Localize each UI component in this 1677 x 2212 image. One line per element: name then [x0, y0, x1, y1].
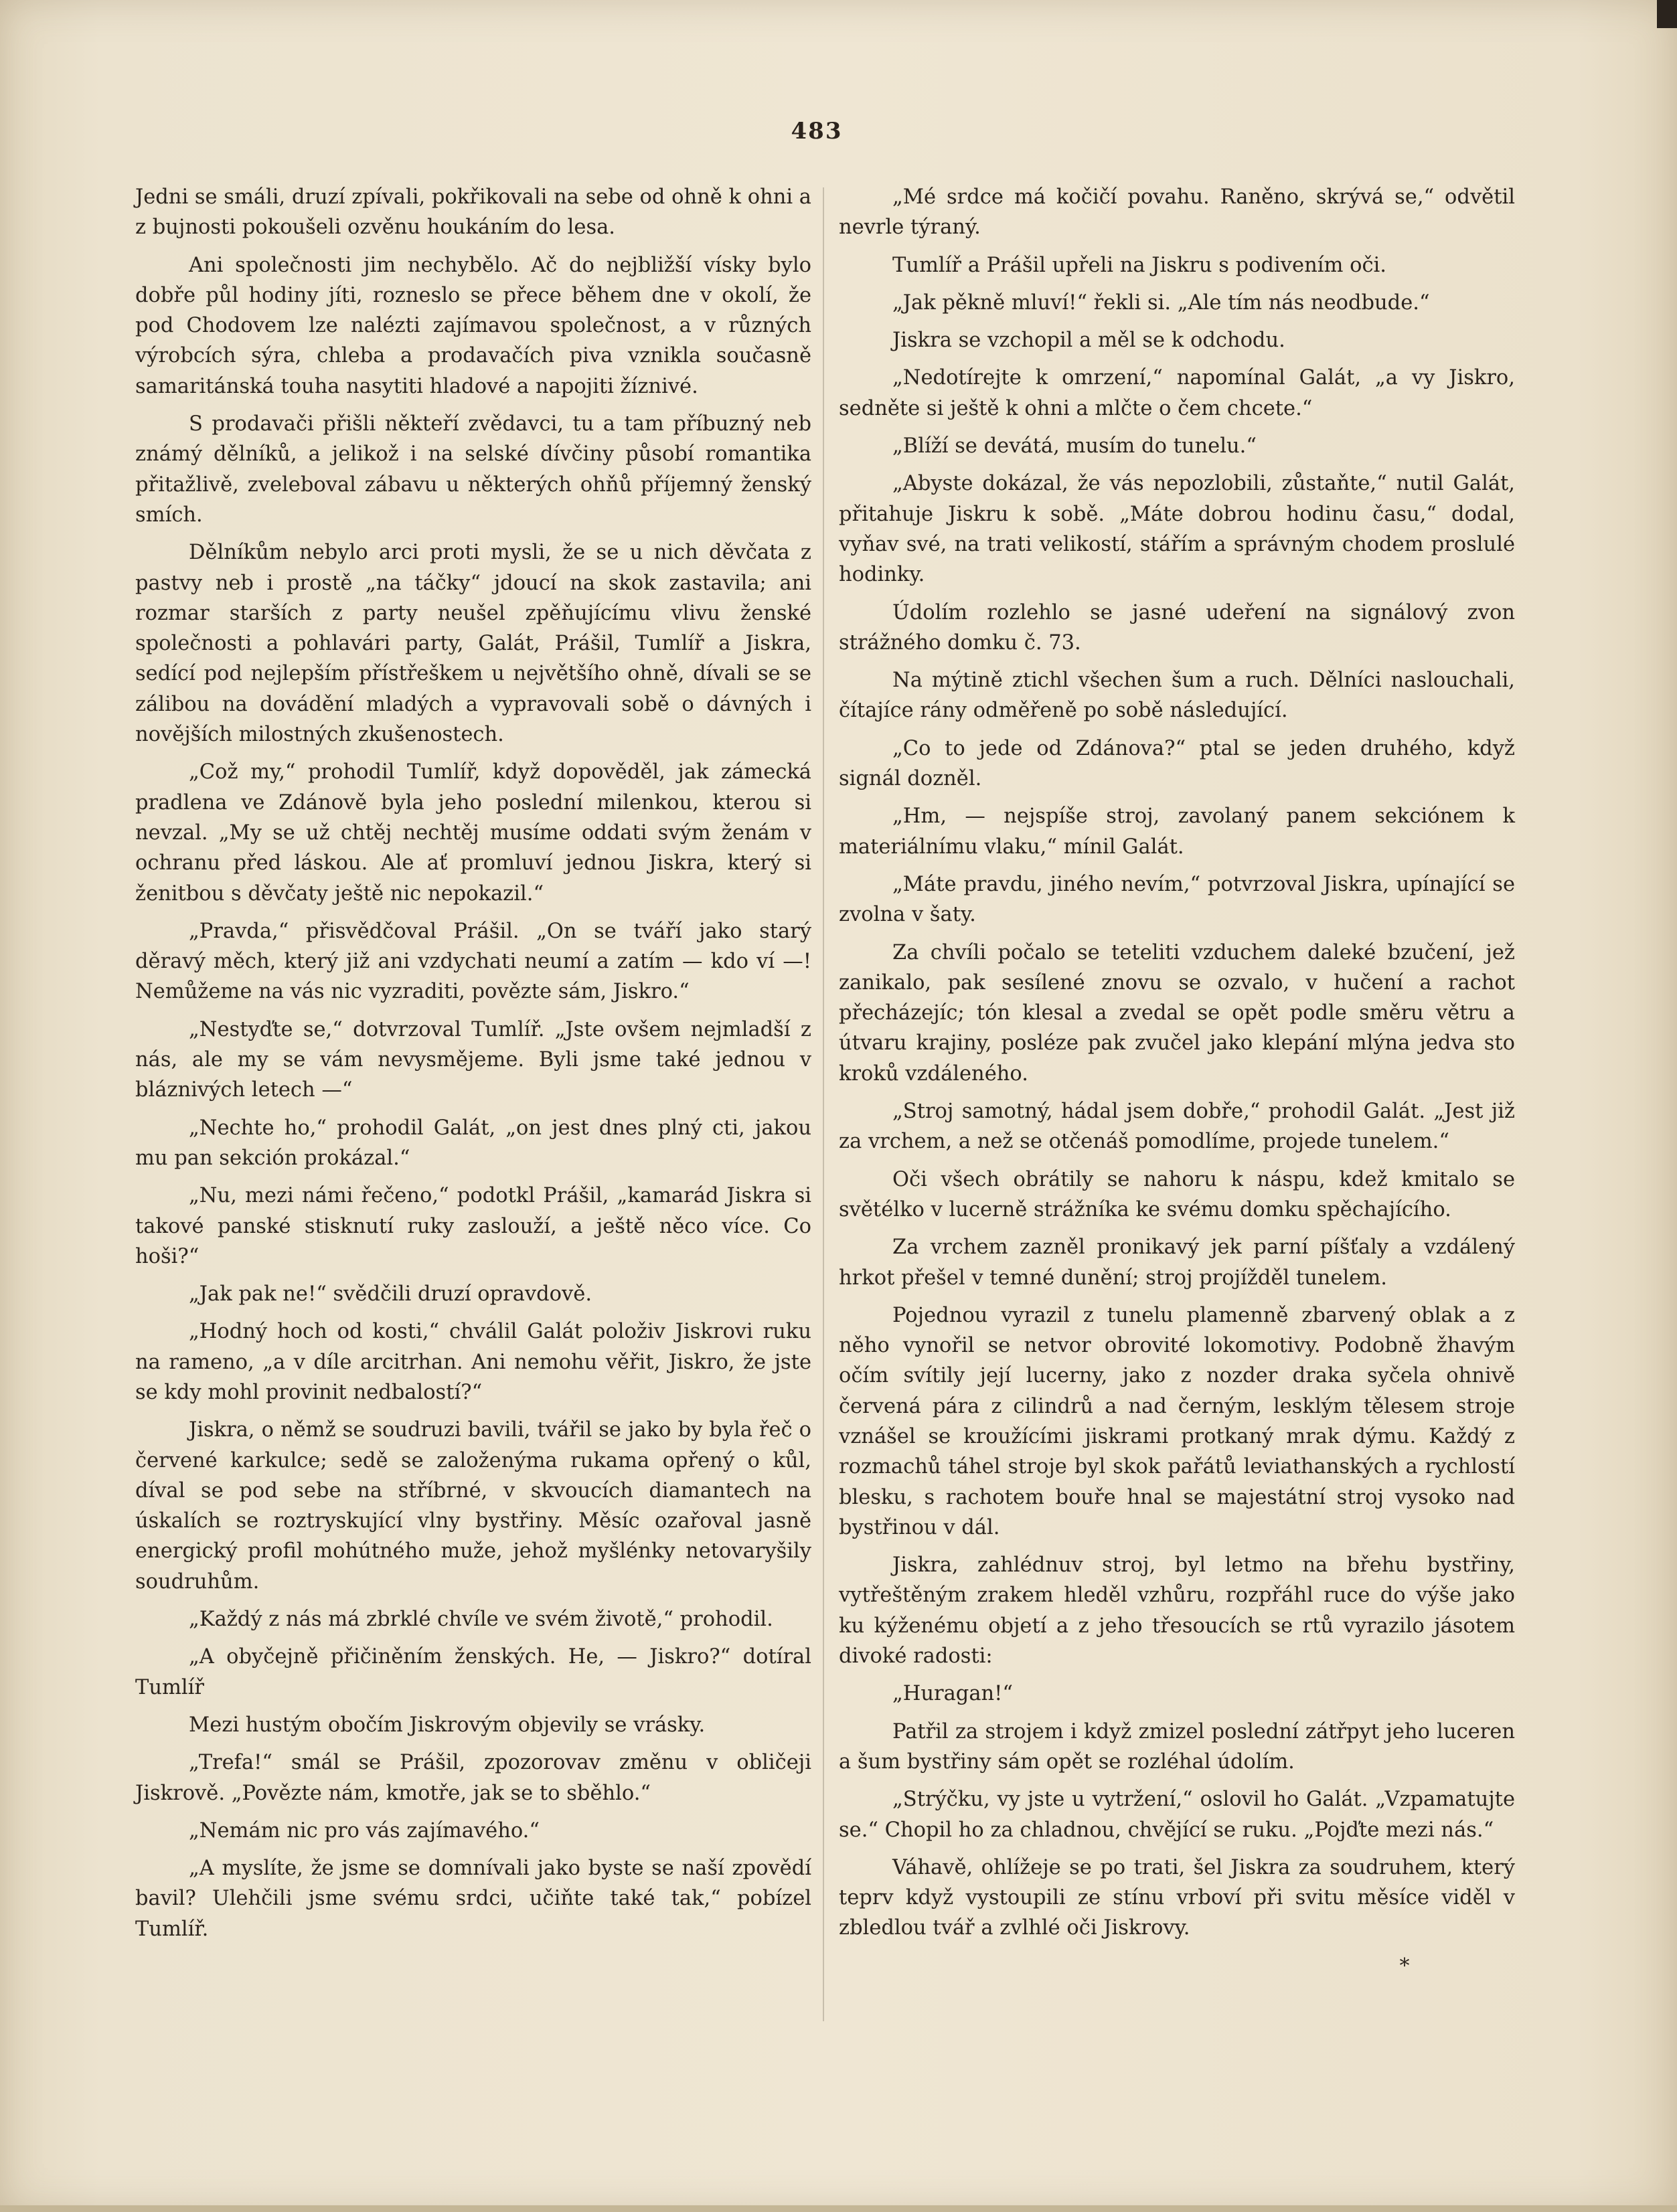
paragraph: „Trefa!“ smál se Prášil, zpozorovav změnu v obličeji Jiskrově. „Povězte nám, kmotře, jak se to sběhlo.“ — [135, 1751, 811, 1805]
paragraph: Za chvíli počalo se teteliti vzduchem daleké bzučení, jež zanikalo, pak sesílené znovu se ozvalo, v hučení a rachot přecházejíc; tón klesal a zvedal se opět podle směru větru a útvaru krajiny, posléze pak zvučel jako klepání mlýna jedva sto kroků vzdáleného. — [839, 940, 1515, 1086]
paragraph: „Pravda,“ přisvědčoval Prášil. „On se tváří jako starý děravý měch, který již ani vzdychati neumí a zatím — kdo ví —! Nemůžeme na vás nic vyzraditi, povězte sám, Jiskro.“ — [135, 919, 811, 1004]
paragraph: „Co to jede od Zdánova?“ ptal se jeden druhého, když signál dozněl. — [839, 736, 1515, 791]
paragraph: „Mé srdce má kočičí povahu. Raněno, skrývá se,“ odvětil nevrle týraný. — [839, 185, 1515, 240]
paragraph: Patřil za strojem i když zmizel poslední zátřpyt jeho luceren a šum bystřiny sám opět se rozléhal údolím. — [839, 1719, 1515, 1774]
right-column — [839, 182, 1515, 1981]
paragraph: „A obyčejně přičiněním ženských. He, — Jiskro?“ dotíral Tumlíř — [135, 1645, 811, 1699]
paragraph: Jiskra, o němž se soudruzi bavili, tvářil se jako by byla řeč o červené karkulce; sedě se založenýma rukama opřený o kůl, díval se pod sebe na stříbrné, v skvoucích diamantech na úskalích se roztryskující vlny bystřiny. Měsíc ozařoval jasně energický profil mohútného muže, jehož myšlénky netovaryšily soudruhům. — [135, 1418, 811, 1594]
paragraph: „Huragan!“ — [892, 1682, 1014, 1706]
paragraph: „A myslíte, že jsme se domnívali jako byste se naší zpovědí bavil? Ulehčili jsme svému srdci, učiňte také tak,“ pobízel Tumlíř. — [135, 1857, 811, 1941]
left-column — [135, 182, 811, 1952]
paragraph: Jiskra se vzchopil a měl se k odchodu. — [892, 329, 1285, 353]
paragraph: Jiskra, zahlédnuv stroj, byl letmo na břehu bystřiny, vytřeštěným zrakem hleděl vzhůru, rozpřáhl ruce do výše jako ku kýženému objetí a z jeho třesoucích se rtů vyrazilo jásotem divoké radosti: — [839, 1553, 1515, 1669]
scan-bottom-strip — [0, 2205, 1677, 2212]
column-divider — [823, 187, 824, 2021]
paragraph: Váhavě, ohlížeje se po trati, šel Jiskra za soudruhem, který teprv když vystoupili ze stínu vrboví při svitu měsíce viděl v zbledlou tvář a zvlhlé oči Jiskrovy. — [839, 1855, 1515, 1940]
paragraph: „Což my,“ prohodil Tumlíř, když dopověděl, jak zámecká pradlena ve Zdánově byla jeho poslední milenkou, kterou si nevzal. „My se už chtěj nechtěj musíme oddati svým ženám v ochranu před láskou. Ale ať promluví jednou Jiskra, který si ženitbou s děvčaty ještě nic nepokazil.“ — [135, 760, 811, 906]
paragraph: „Nestyďte se,“ dotvrzoval Tumlíř. „Jste ovšem nejmladší z nás, ale my se vám nevysmějeme. Byli jsme také jednou v bláznivých letech —“ — [135, 1017, 811, 1102]
paragraph: „Máte pravdu, jiného nevím,“ potvrzoval Jiskra, upínající se zvolna v šaty. — [839, 872, 1515, 927]
paragraph: Ani společnosti jim nechybělo. Ač do nejbližší vísky bylo dobře půl hodiny jíti, rozneslo se přece během dne v okolí, že pod Chodovem lze nalézti zajímavou společnost, a v různých výrobcích sýra, chleba a prodavačích piva vznikla současně samaritánská touha nasytiti hladové a napojiti žíznivé. — [135, 253, 811, 398]
paragraph: Na mýtině ztichl všechen šum a ruch. Dělníci naslouchali, čítajíce rány odměřeně po sobě následující. — [839, 669, 1515, 723]
paragraph: S prodavači přišli někteří zvědavci, tu a tam příbuzný neb známý dělníků, a jelikož i na selské dívčiny působí romantika přitažlivě, zveleboval zábavu u některých ohňů příjemný ženský smích. — [135, 412, 811, 527]
paragraph: „Hodný hoch od kosti,“ chválil Galát položiv Jiskrovi ruku na rameno, „a v díle arcitrhan. Ani nemohu věřit, Jiskro, že jste se kdy mohl provinit nedbalostí?“ — [135, 1320, 811, 1404]
paragraph: „Strýčku, vy jste u vytržení,“ oslovil ho Galát. „Vzpamatujte se.“ Chopil ho za chladnou, chvějící se ruku. „Pojďte mezi nás.“ — [839, 1788, 1515, 1842]
paragraph: Pojednou vyrazil z tunelu plamenně zbarvený oblak a z něho vynořil se netvor obrovité lokomotivy. Podobně žhavým očím svítily její lucerny, jako z nozder draka syčela ohnivě červená pára z cilindrů a nad černým, lesklým tělesem stroje vznášel se kroužícími jiskrami protkaný mrak dýmu. Každý z rozmachů táhel stroje byl skok pařátů leviathanských a rychlostí blesku, s rachotem bouře hnal se majestátní stroj vysoko nad bystřinou v dál. — [839, 1303, 1515, 1539]
paragraph: „Jak pak ne!“ svědčili druzí opravdově. — [189, 1282, 592, 1306]
paragraph: Údolím rozlehlo se jasné udeření na signálový zvon strážného domku č. 73. — [839, 600, 1515, 655]
paragraph: Tumlíř a Prášil upřeli na Jiskru s podivením oči. — [892, 253, 1386, 277]
section-end-asterisk: * — [1399, 1954, 1410, 1978]
page-number: 483 — [791, 118, 843, 145]
paragraph: „Nechte ho,“ prohodil Galát, „on jest dnes plný cti, jakou mu pan sekción prokázal.“ — [135, 1116, 811, 1170]
paragraph: „Nedotírejte k omrzení,“ napomínal Galát, „a vy Jiskro, sedněte si ještě k ohni a mlčte o čem chcete.“ — [839, 366, 1515, 420]
paragraph: „Stroj samotný, hádal jsem dobře,“ prohodil Galát. „Jest již za vrchem, a než se otčenáš pomodlíme, projede tunelem.“ — [839, 1100, 1515, 1154]
paragraph: „Abyste dokázal, že vás nepozlobili, zůstaňte,“ nutil Galát, přitahuje Jiskru k sobě. „Máte dobrou hodinu času,“ dodal, vyňav své, na trati velikostí, stářím a správným chodem proslulé hodinky. — [839, 472, 1515, 587]
paragraph: „Hm, — nejspíše stroj, zavolaný panem sekciónem k materiálnímu vlaku,“ mínil Galát. — [839, 804, 1515, 859]
paragraph: „Nu, mezi námi řečeno,“ podotkl Prášil, „kamarád Jiskra si takové panské stisknutí ruky zaslouží, a ještě něco více. Co hoši?“ — [135, 1184, 811, 1268]
paragraph: „Nemám nic pro vás zajímavého.“ — [189, 1818, 540, 1843]
paragraph: Oči všech obrátily se nahoru k náspu, kdež kmitalo se světélko v lucerně strážníka ke svému domku spěchajícího. — [839, 1167, 1515, 1221]
paragraph: Dělníkům nebylo arci proti mysli, že se u nich děvčata z pastvy neb i prostě „na táčky“ jdoucí na skok zastavila; ani rozmar starších z party neušel zpěňujícímu vlivu ženské společnosti a pohlavári party, Galát, Prášil, Tumlíř a Jiskra, sedící pod nejlepším přístřeškem u největšího ohně, dívali se se zálibou na dovádění mladých a vypravovali sobě o dávných i novějších milostných zkušenostech. — [135, 541, 811, 747]
paragraph: „Blíží se devátá, musím do tunelu.“ — [892, 434, 1257, 458]
paragraph: „Každý z nás má zbrklé chvíle ve svém životě,“ prohodil. — [189, 1608, 773, 1632]
paragraph: Za vrchem zazněl pronikavý jek parní píšťaly a vzdálený hrkot přešel v temné dunění; stroj projížděl tunelem. — [839, 1236, 1515, 1290]
paragraph: Mezi hustým obočím Jiskrovým objevily se vrásky. — [189, 1713, 706, 1737]
paragraph: „Jak pěkně mluví!“ řekli si. „Ale tím nás neodbude.“ — [892, 290, 1430, 315]
scan-corner-mark — [1657, 0, 1677, 28]
paragraph: Jedni se smáli, druzí zpívali, pokřikovali na sebe od ohně k ohni a z bujnosti pokoušeli ozvěnu houkáním do lesa. — [135, 185, 811, 240]
